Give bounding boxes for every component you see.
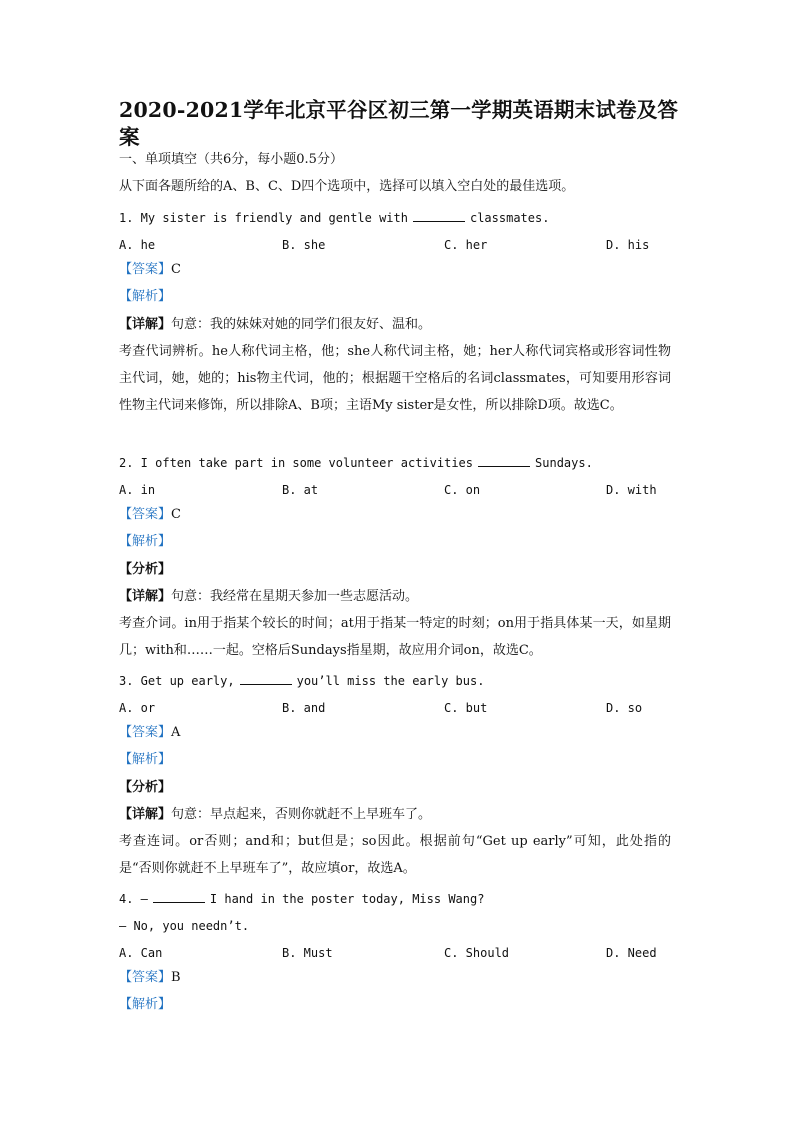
detail-label: 【详解】 <box>119 807 172 822</box>
section-heading: 一、单项填空（共6分，每小题0.5分） <box>119 152 343 167</box>
question-3 <box>119 672 484 690</box>
question-4-reply: — No, you needn’t. <box>119 919 250 933</box>
detail-text: 句意：我的妹妹对她的同学们很友好、温和。 <box>171 317 432 332</box>
question-1-stem-end: classmates. <box>469 211 550 225</box>
q3-option-a: A. or <box>119 701 156 715</box>
question-2 <box>119 454 593 472</box>
answer-value: C <box>171 507 181 522</box>
q3-detail <box>119 806 431 824</box>
q1-analysis-label: 【解析】 <box>119 289 172 304</box>
instruction-text: 从下面各题所给的A、B、C、D四个选项中，选择可以填入空白处的最佳选项。 <box>119 179 575 194</box>
q3-option-b: B. and <box>282 701 326 715</box>
detail-text: 句意：早点起来，否则你就赶不上早班车了。 <box>171 807 432 822</box>
q1-option-a: A. he <box>119 238 156 252</box>
q1-option-d: D. his <box>606 238 650 252</box>
q2-option-d: D. with <box>606 483 657 497</box>
answer-blank <box>413 211 465 222</box>
detail-text: 句意：我经常在星期天参加一些志愿活动。 <box>171 589 419 604</box>
answer-value: C <box>171 262 181 277</box>
detail-label: 【详解】 <box>119 317 172 332</box>
q1-option-b: B. she <box>282 238 326 252</box>
question-3-stem: 3. Get up early, <box>119 674 235 688</box>
question-3-stem-end: you’ll miss the early bus. <box>296 674 485 688</box>
answer-label: 【答案】 <box>119 262 172 277</box>
question-1 <box>119 209 549 227</box>
q3-option-c: C. but <box>444 701 488 715</box>
q1-explanation: 考查代词辨析。he人称代词主格，他；she人称代词主格，她；her人称代词宾格或形容词性物主代词，她，她的；his物主代词，他的；根据题干空格后的名词classmates，可知要用形容词性物主代词来修饰，所以排除A、B项；主语My sister是女性，所以排除D项。故选C。 <box>119 344 671 413</box>
q2-option-b: B. at <box>282 483 319 497</box>
q1-answer <box>119 261 181 279</box>
q3-analysis-label: 【解析】 <box>119 752 172 767</box>
q2-analysis-label: 【解析】 <box>119 534 172 549</box>
question-4-stem: 4. — <box>119 892 148 906</box>
q3-fenxi-label: 【分析】 <box>119 780 172 795</box>
question-4-stem-end: I hand in the poster today, Miss Wang? <box>209 892 485 906</box>
question-4 <box>119 890 484 908</box>
q2-detail <box>119 588 418 606</box>
q4-option-c: C. Should <box>444 946 510 960</box>
question-1-stem: 1. My sister is friendly and gentle with <box>119 211 408 225</box>
q2-explanation: 考查介词。in用于指某个较长的时间；at用于指某一特定的时刻；on用于指具体某一天，如星期几；with和……一起。空格后Sundays指星期，故应用介词on，故选C。 <box>119 616 671 658</box>
answer-value: A <box>171 725 181 740</box>
question-2-stem-end: Sundays. <box>535 456 593 470</box>
q2-answer <box>119 506 181 524</box>
q3-answer <box>119 724 180 742</box>
answer-label: 【答案】 <box>119 725 172 740</box>
answer-blank <box>153 892 205 903</box>
document-title: 2020-2021学年北京平谷区初三第一学期英语期末试卷及答案 <box>119 98 679 149</box>
q3-option-d: D. so <box>606 701 643 715</box>
answer-value: B <box>171 970 181 985</box>
answer-label: 【答案】 <box>119 970 172 985</box>
q4-option-b: B. Must <box>282 946 333 960</box>
q2-option-c: C. on <box>444 483 481 497</box>
q3-explanation: 考查连词。or否则；and和；but但是；so因此。根据前句“Get up early”可知，此处指的是“否则你就赶不上早班车了”，故应填or，故选A。 <box>119 834 671 876</box>
q1-option-c: C. her <box>444 238 488 252</box>
answer-label: 【答案】 <box>119 507 172 522</box>
q1-detail <box>119 316 431 334</box>
q4-analysis-label: 【解析】 <box>119 997 172 1012</box>
question-2-stem: 2. I often take part in some volunteer activities <box>119 456 474 470</box>
q4-option-d: D. Need <box>606 946 657 960</box>
answer-blank <box>478 456 530 467</box>
answer-blank <box>240 674 292 685</box>
detail-label: 【详解】 <box>119 589 172 604</box>
q2-option-a: A. in <box>119 483 156 497</box>
q4-answer <box>119 969 181 987</box>
q2-fenxi-label: 【分析】 <box>119 562 172 577</box>
q4-option-a: A. Can <box>119 946 163 960</box>
